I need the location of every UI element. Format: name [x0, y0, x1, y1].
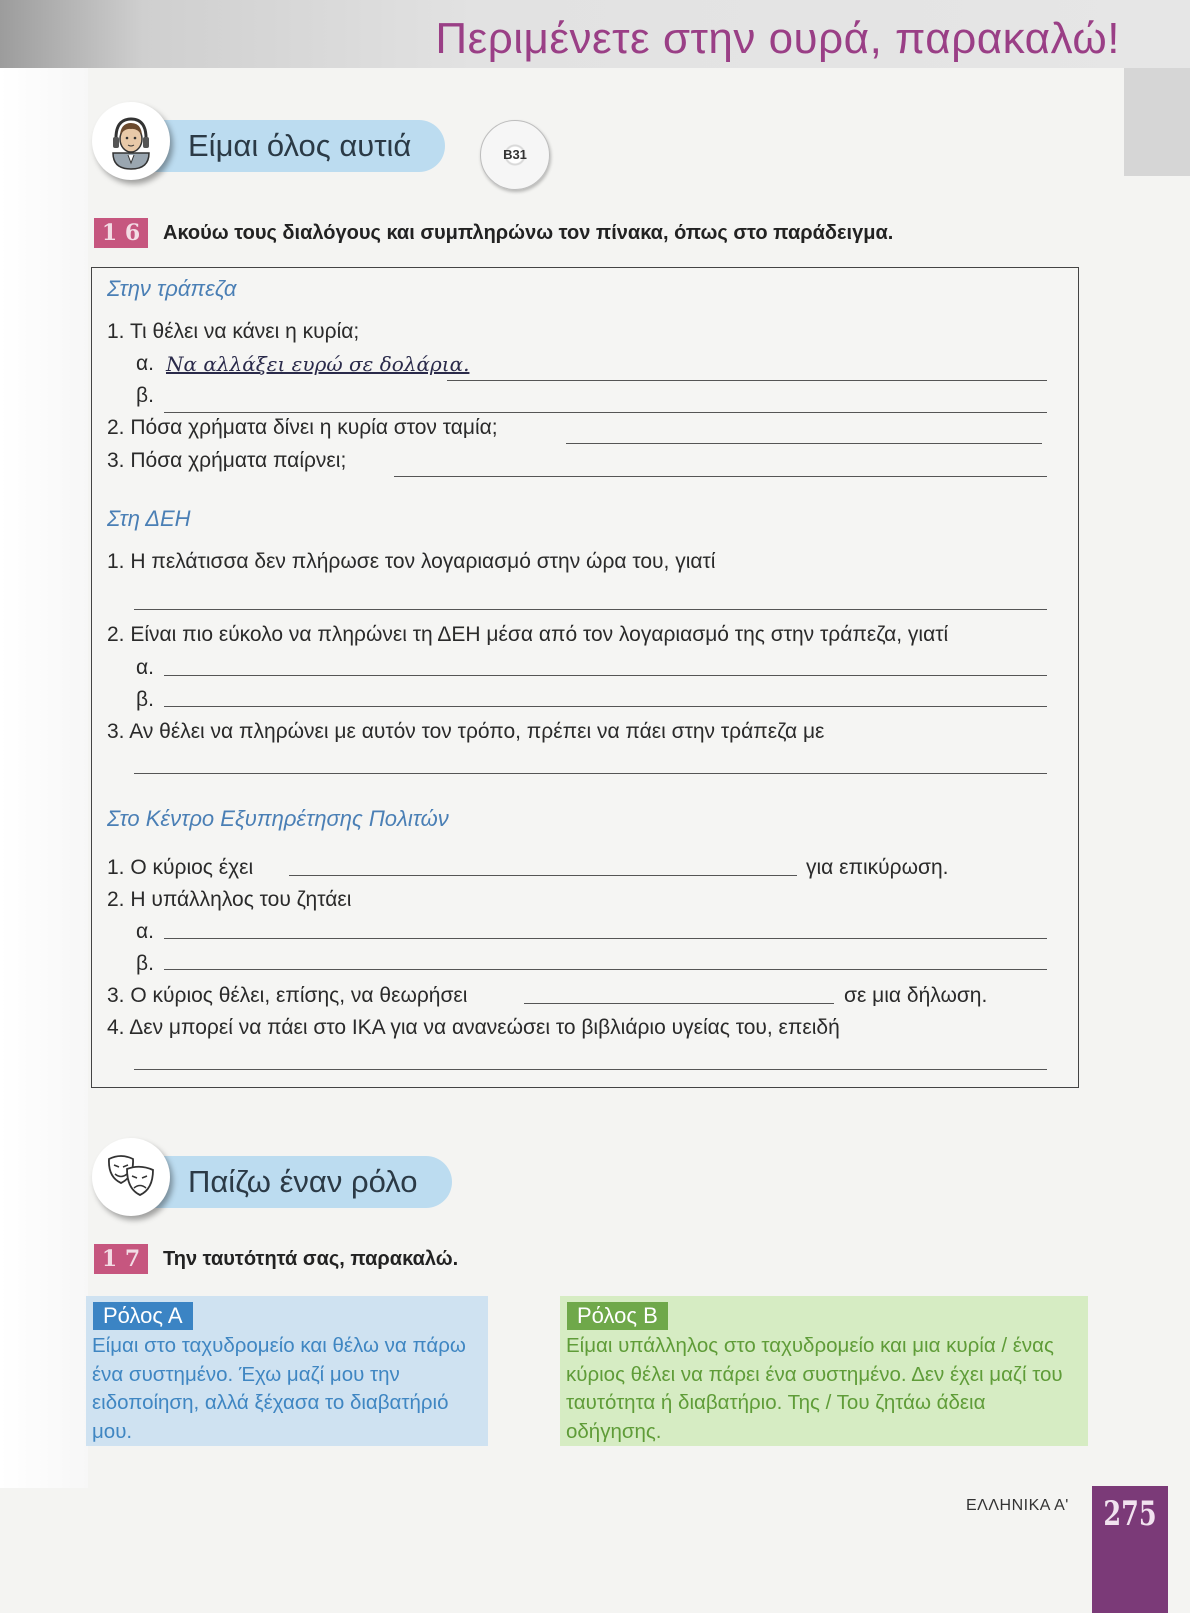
left-margin	[0, 68, 88, 1488]
right-margin-tab	[1124, 68, 1190, 176]
role-b-label: Ρόλος Β	[567, 1302, 668, 1330]
bank-q1-a-answer: Να αλλάξει ευρώ σε δολάρια.	[166, 352, 470, 376]
answer-line[interactable]	[289, 875, 797, 876]
bank-q1-b-prefix: β.	[136, 384, 154, 407]
roleplay-heading: Παίζω έναν ρόλο	[142, 1156, 452, 1208]
kep-question-3-end: σε μια δήλωση.	[844, 984, 988, 1007]
exercise-instruction-16: Ακούω τους διαλόγους και συμπληρώνω τον πίνακα, όπως στο παράδειγμα.	[163, 222, 894, 244]
kep-question-2: 2. Η υπάλληλος του ζητάει	[107, 888, 352, 911]
answer-line[interactable]	[134, 773, 1047, 774]
bank-question-1: 1. Τι θέλει να κάνει η κυρία;	[107, 320, 360, 343]
answer-line[interactable]	[394, 476, 1047, 477]
exercise-number-17: 1 7	[94, 1244, 148, 1274]
category-deh: Στη ΔΕΗ	[107, 506, 191, 531]
answer-line[interactable]	[134, 1069, 1047, 1070]
kep-q2-a-prefix: α.	[136, 920, 154, 943]
answer-line[interactable]	[164, 412, 1047, 413]
bank-question-2: 2. Πόσα χρήματα δίνει η κυρία στον ταμία;	[107, 416, 498, 439]
answer-line[interactable]	[164, 969, 1047, 970]
answer-line[interactable]	[566, 443, 1042, 444]
page-number: 275	[1103, 1494, 1157, 1534]
cd-track-icon	[480, 120, 550, 190]
book-label: ΕΛΛΗΝΙΚΑ Α'	[966, 1497, 1069, 1514]
page-title: Περιμένετε στην ουρά, παρακαλώ!	[435, 14, 1120, 63]
exercise-number-16: 1 6	[94, 218, 148, 248]
kep-question-3-start: 3. Ο κύριος θέλει, επίσης, να θεωρήσει	[107, 984, 468, 1007]
deh-question-3: 3. Αν θέλει να πληρώνει με αυτόν τον τρόπο, πρέπει να πάει στην τράπεζα με	[107, 720, 825, 743]
role-a-card	[86, 1296, 488, 1446]
answer-line[interactable]	[164, 675, 1047, 676]
answer-line[interactable]	[447, 380, 1047, 381]
kep-q2-b-prefix: β.	[136, 952, 154, 975]
kep-question-1-start: 1. Ο κύριος έχει	[107, 856, 254, 879]
theatre-masks-icon	[92, 1138, 170, 1216]
exercise-table	[91, 267, 1079, 1088]
role-b-card	[560, 1296, 1088, 1446]
category-kep: Στο Κέντρο Εξυπηρέτησης Πολιτών	[107, 806, 449, 831]
listening-heading: Είμαι όλος αυτιά	[142, 120, 445, 172]
category-bank: Στην τράπεζα	[107, 276, 237, 301]
kep-question-1-end: για επικύρωση.	[806, 856, 949, 879]
deh-question-2: 2. Είναι πιο εύκολο να πληρώνει τη ΔΕΗ μέσα από τον λογαριασμό της στην τράπεζα, γιατί	[107, 623, 949, 646]
answer-line[interactable]	[524, 1003, 834, 1004]
answer-line[interactable]	[164, 938, 1047, 939]
role-a-label: Ρόλος Α	[93, 1302, 193, 1330]
cd-track-label: B31	[503, 147, 527, 162]
headphones-icon	[92, 102, 170, 180]
answer-line[interactable]	[164, 706, 1047, 707]
kep-question-4: 4. Δεν μπορεί να πάει στο ΙΚΑ για να ανανεώσει το βιβλιάριο υγείας του, επειδή	[107, 1016, 840, 1039]
bank-question-3: 3. Πόσα χρήματα παίρνει;	[107, 449, 347, 472]
deh-question-1: 1. Η πελάτισσα δεν πλήρωσε τον λογαριασμό στην ώρα του, γιατί	[107, 550, 716, 573]
deh-q2-a-prefix: α.	[136, 656, 154, 679]
deh-q2-b-prefix: β.	[136, 688, 154, 711]
exercise-instruction-17: Την ταυτότητά σας, παρακαλώ.	[163, 1248, 459, 1270]
answer-line[interactable]	[134, 609, 1047, 610]
role-b-text: Είμαι υπάλληλος στο ταχυδρομείο και μια κυρία / ένας κύριος θέλει να πάρει ένα συστημένο. Δεν έχει μαζί του ταυτότητα ή διαβατήριο. Της / Του ζητάω άδεια οδήγησης.	[566, 1334, 1063, 1443]
page-number-tab	[1092, 1486, 1168, 1613]
role-a-text: Είμαι στο ταχυδρομείο και θέλω να πάρω ένα συστημένο. Έχω μαζί μου την ειδοποίηση, αλλά ξέχασα το διαβατήριό μου.	[92, 1334, 466, 1443]
bank-q1-a-prefix: α.	[136, 352, 154, 375]
